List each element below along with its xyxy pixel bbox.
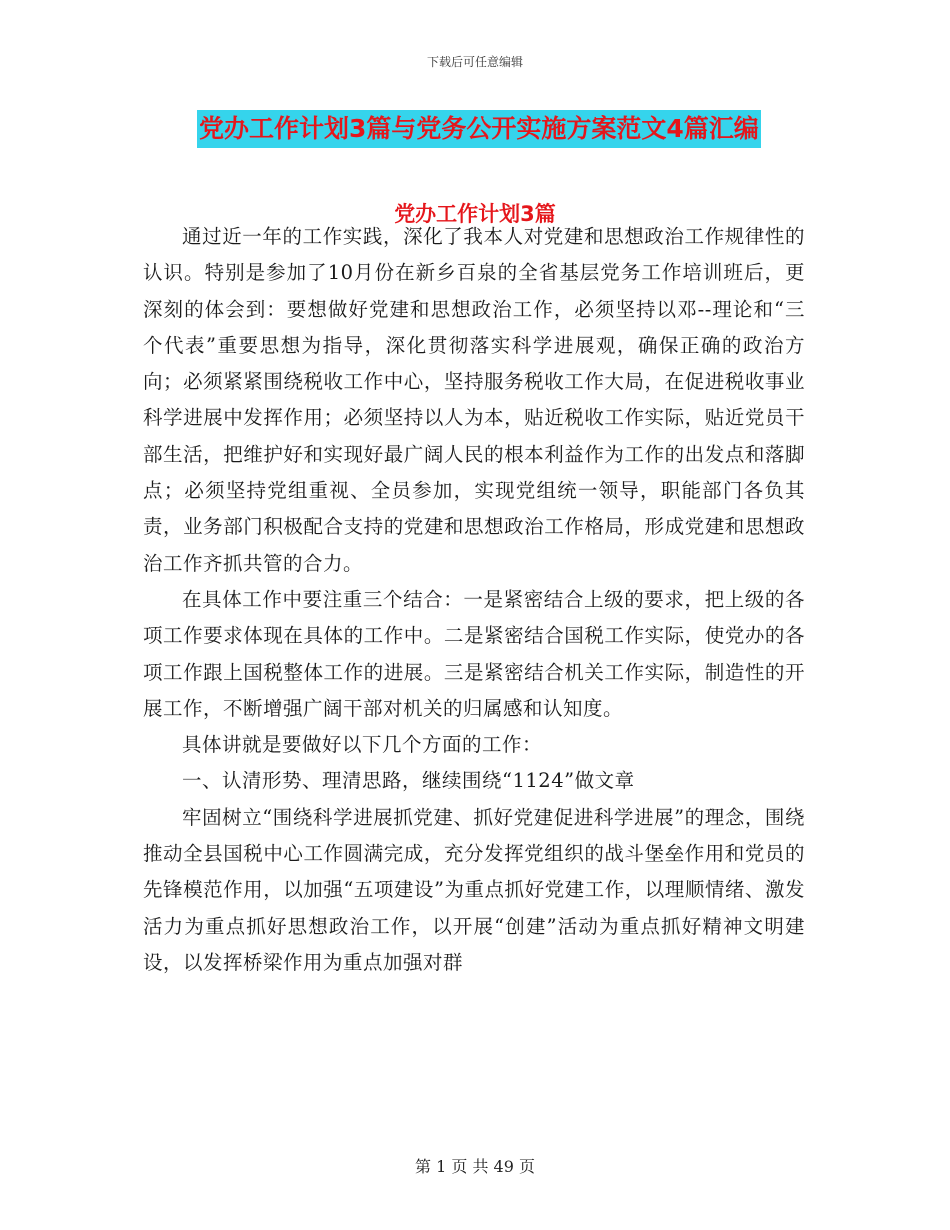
- document-body: [143, 219, 805, 981]
- section-title: 党办工作计划3篇: [394, 202, 556, 226]
- paragraph: 通过近一年的工作实践，深化了我本人对党建和思想政治工作规律性的认识。特别是参加了10月份在新乡百泉的全省基层党务工作培训班后，更深刻的体会到：要想做好党建和思想政治工作，必须坚持以邓--理论和“三个代表”重要思想为指导，深化贯彻落实科学进展观，确保正确的政治方向；必须紧紧围绕税收工作中心，坚持服务税收工作大局，在促进税收事业科学进展中发挥作用；必须坚持以人为本，贴近税收工作实际，贴近党员干部生活，把维护好和实现好最广阔人民的根本利益作为工作的出发点和落脚点；必须坚持党组重视、全员参加，实现党组统一领导，职能部门各负其责，业务部门积极配合支持的党建和思想政治工作格局，形成党建和思想政治工作齐抓共管的合力。: [143, 225, 805, 575]
- paragraph: 一、认清形势、理清思路，继续围绕“1124”做文章: [182, 769, 635, 793]
- paragraph: 具体讲就是要做好以下几个方面的工作：: [182, 733, 543, 757]
- header-note: 下载后可任意编辑: [426, 55, 523, 69]
- document-title: 党办工作计划3篇与党务公开实施方案范文4篇汇编: [197, 110, 761, 148]
- paragraph: 牢固树立“围绕科学进展抓党建、抓好党建促进科学进展”的理念，围绕推动全县国税中心工作圆满完成，充分发挥党组织的战斗堡垒作用和党员的先锋模范作用，以加强“五项建设”为重点抓好党建工作，以理顺情绪、激发活力为重点抓好思想政治工作，以开展“创建”活动为重点抓好精神文明建设，以发挥桥梁作用为重点加强对群: [143, 805, 805, 974]
- page-footer: 第 1 页 共 49 页: [415, 1157, 535, 1176]
- paragraph: 在具体工作中要注重三个结合：一是紧密结合上级的要求，把上级的各项工作要求体现在具体的工作中。二是紧密结合国税工作实际，使党办的各项工作跟上国税整体工作的进展。三是紧密结合机关工作实际，制造性的开展工作，不断增强广阔干部对机关的归属感和认知度。: [143, 587, 805, 720]
